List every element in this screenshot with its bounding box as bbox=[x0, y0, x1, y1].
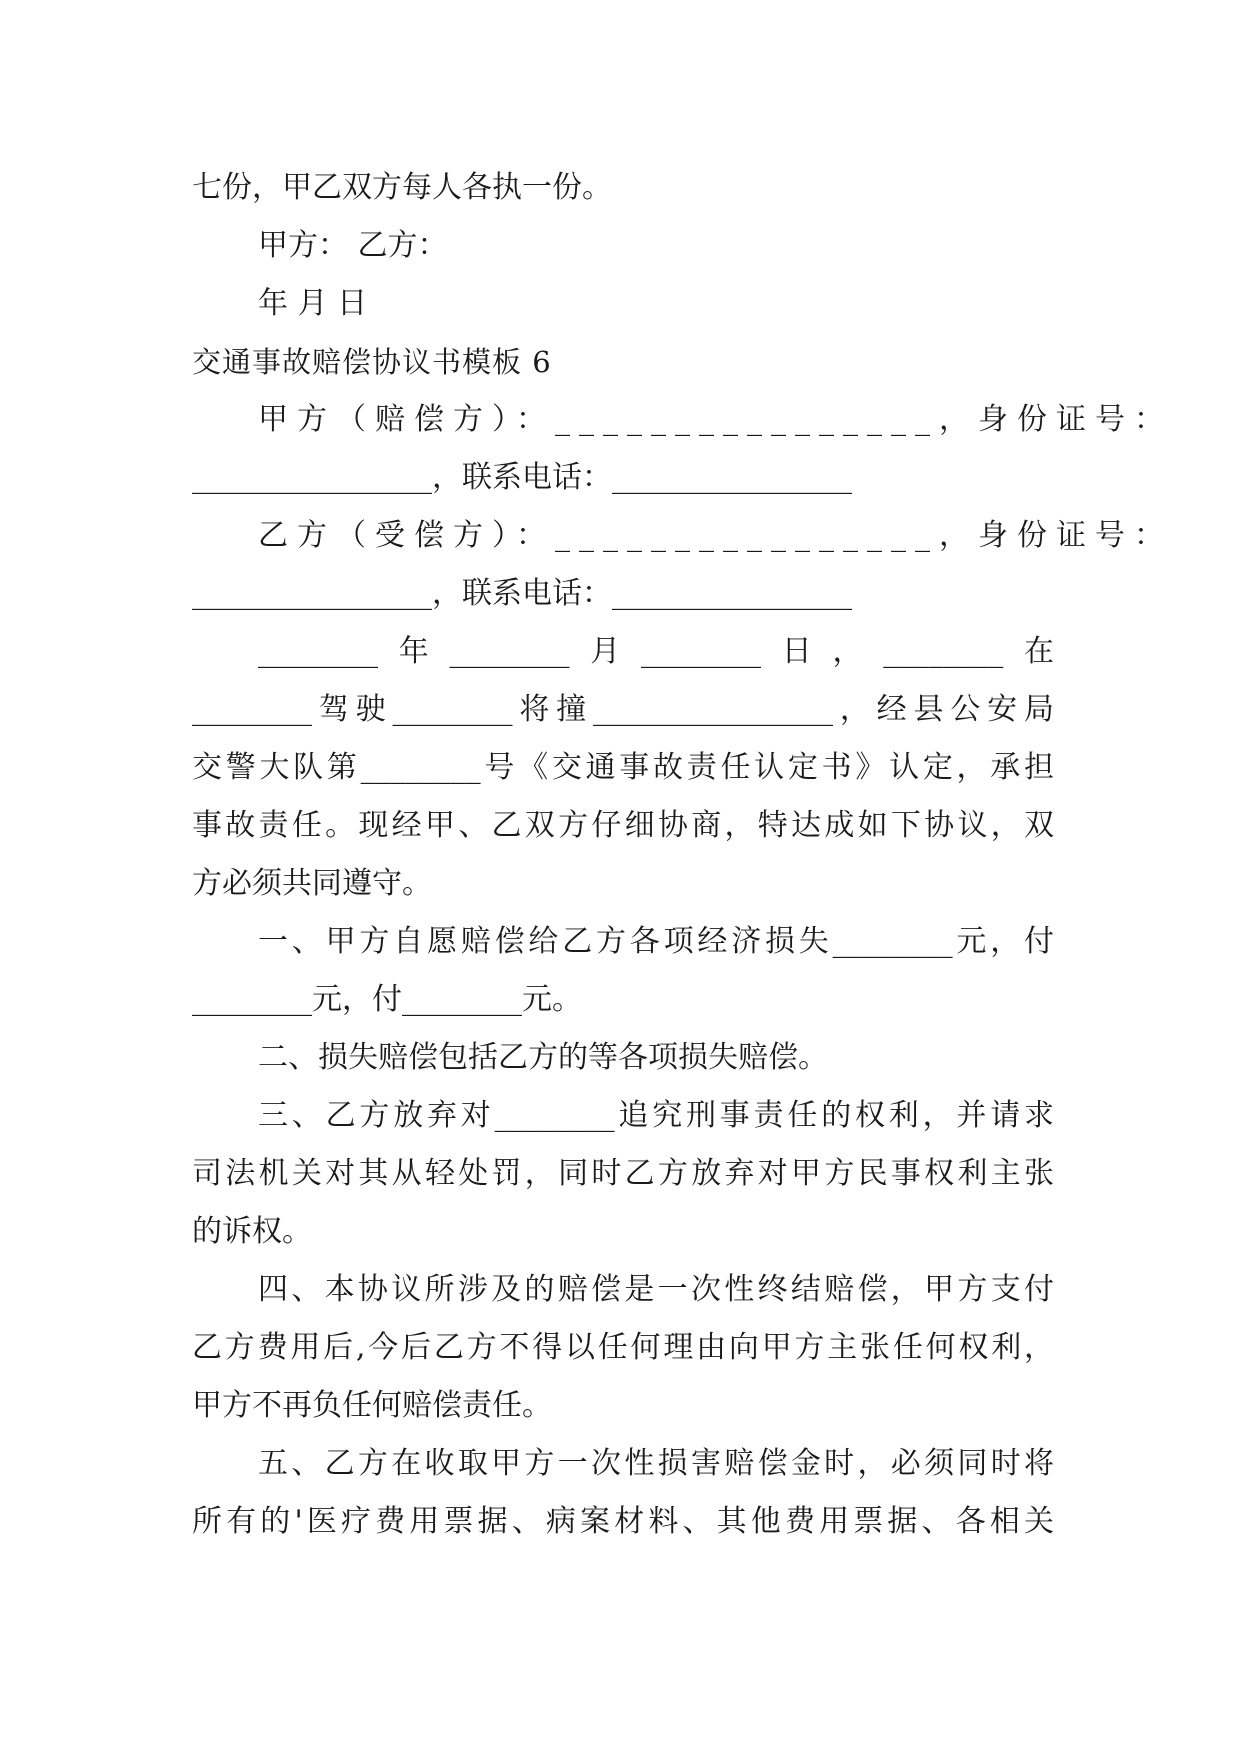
text-line: ________元，付________元。 bbox=[192, 982, 582, 1017]
signature-parties-line: 甲方： 乙方： bbox=[258, 228, 448, 263]
clause-2-line: 二、损失赔偿包括乙方的等各项损失赔偿。 bbox=[258, 1040, 828, 1075]
text-line: 交警大队第________号《交通事故责任认定书》认定，承担 bbox=[192, 750, 1054, 785]
text-line: 的诉权。 bbox=[192, 1214, 312, 1249]
text-line: ________驾驶________将撞________________，经县公安局 bbox=[192, 692, 1054, 727]
party-a-line: 甲方（赔偿方）：________________，身份证号： bbox=[258, 402, 1173, 437]
date-line: 年 月 日 bbox=[258, 286, 368, 321]
text-line: ________年________月________日，________在 bbox=[258, 634, 1054, 669]
party-b-line: 乙方（受偿方）：________________，身份证号： bbox=[258, 518, 1173, 553]
section-title: 交通事故赔偿协议书模板 6 bbox=[192, 345, 552, 379]
text-line: 甲方不再负任何赔偿责任。 bbox=[192, 1388, 552, 1423]
clause-3-line: 三、乙方放弃对________追究刑事责任的权利，并请求 bbox=[258, 1098, 1054, 1133]
party-b-contact-line: ________________，联系电话：________________ bbox=[192, 576, 852, 611]
text-line: 事故责任。现经甲、乙双方仔细协商，特达成如下协议，双 bbox=[192, 808, 1054, 843]
clause-1-line: 一、甲方自愿赔偿给乙方各项经济损失________元，付 bbox=[258, 924, 1054, 959]
party-a-contact-line: ________________，联系电话：________________ bbox=[192, 460, 852, 495]
text-line: 七份，甲乙双方每人各执一份。 bbox=[192, 170, 612, 205]
text-line: 所有的'医疗费用票据、病案材料、其他费用票据、各相关 bbox=[192, 1504, 1054, 1539]
clause-4-line: 四、本协议所涉及的赔偿是一次性终结赔偿，甲方支付 bbox=[258, 1272, 1054, 1307]
text-line: 乙方费用后,今后乙方不得以任何理由向甲方主张任何权利， bbox=[192, 1330, 1054, 1365]
clause-5-line: 五、乙方在收取甲方一次性损害赔偿金时，必须同时将 bbox=[258, 1446, 1054, 1481]
text-line: 司法机关对其从轻处罚，同时乙方放弃对甲方民事权利主张 bbox=[192, 1156, 1054, 1191]
text-line: 方必须共同遵守。 bbox=[192, 866, 432, 901]
